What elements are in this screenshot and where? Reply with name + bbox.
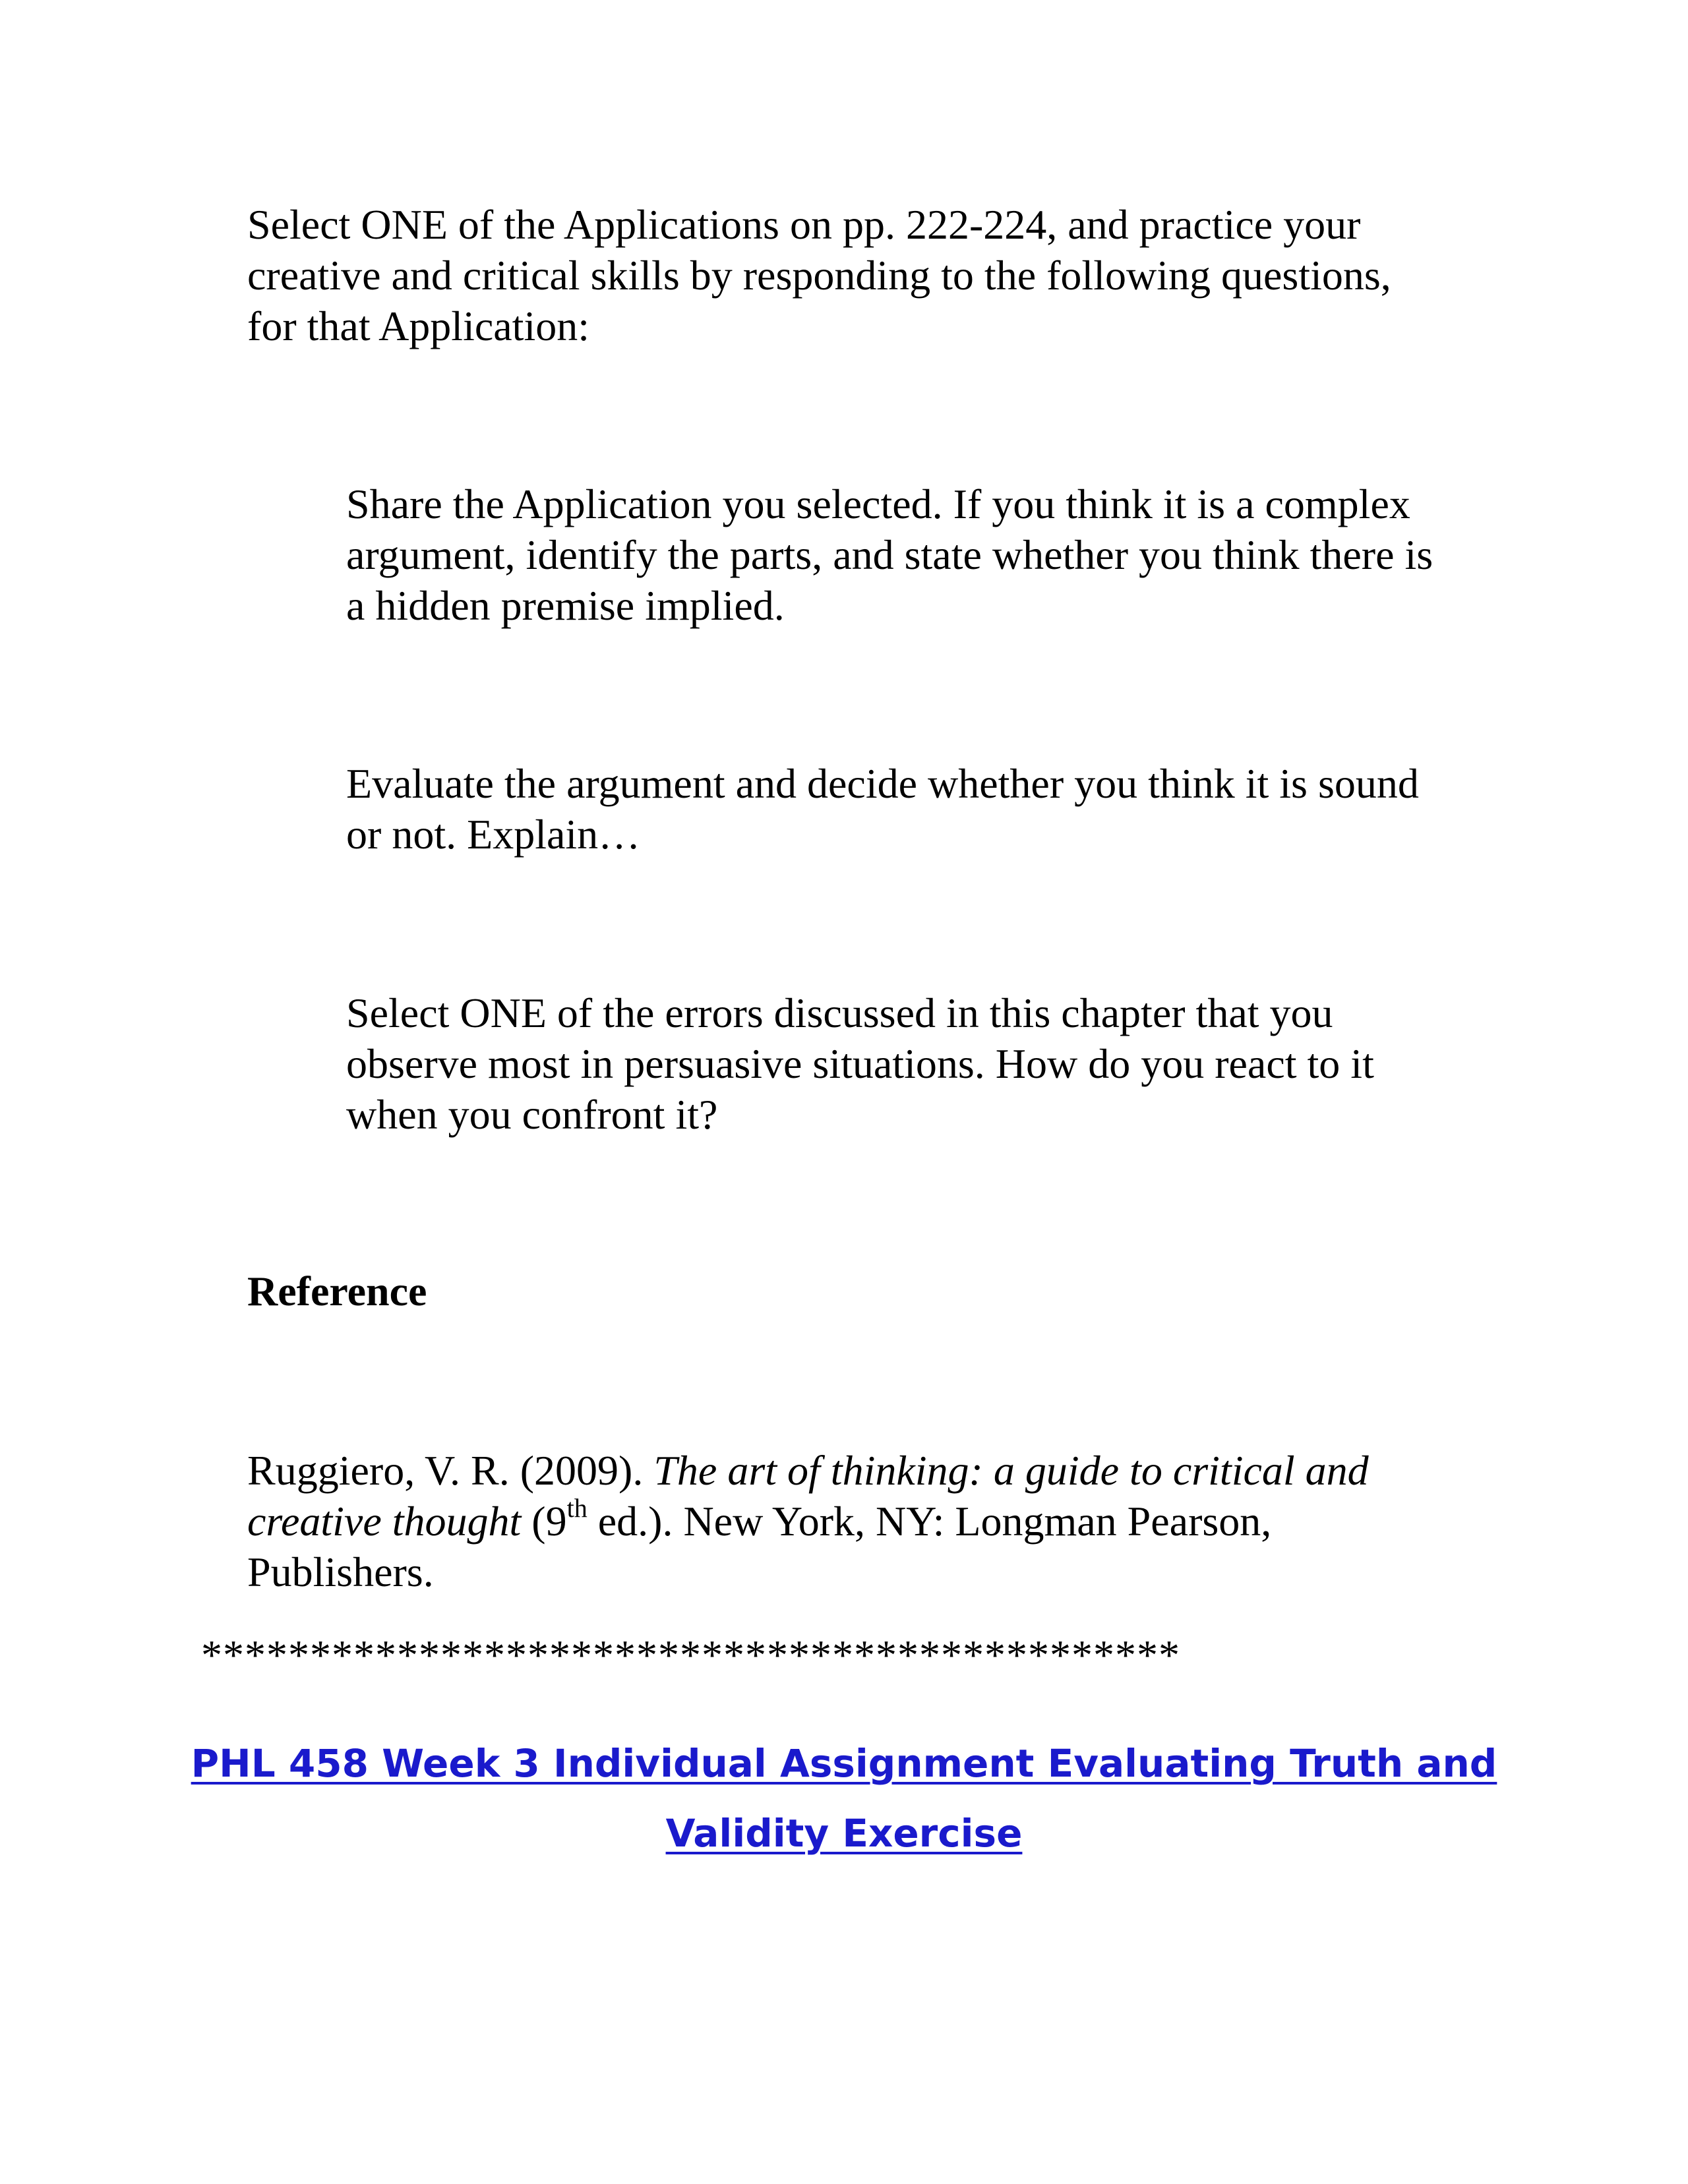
question-1-line-1: Share the Application you selected. If you think it is a complex — [346, 481, 1410, 527]
question-2-line-2: or not. Explain… — [346, 811, 641, 858]
intro-paragraph — [247, 199, 1391, 351]
question-1-line-2: argument, identify the parts, and state whether you think there is — [346, 531, 1433, 578]
question-3 — [346, 988, 1374, 1140]
question-3-line-1: Select ONE of the errors discussed in this chapter that you — [346, 989, 1333, 1036]
reference-heading: Reference — [247, 1268, 427, 1314]
reference-citation — [247, 1445, 1369, 1597]
question-3-line-3: when you confront it? — [346, 1091, 718, 1138]
intro-line-3: for that Application: — [247, 303, 589, 349]
citation-edition-rest: ed.). New York, NY: Longman Pearson, — [587, 1498, 1272, 1545]
assignment-link-line-2: Validity Exercise — [665, 1811, 1023, 1856]
question-2 — [346, 758, 1419, 860]
assignment-link-line-1: PHL 458 Week 3 Individual Assignment Evaluating Truth and — [191, 1741, 1497, 1786]
question-1-line-3: a hidden premise implied. — [346, 582, 785, 629]
citation-author: Ruggiero, V. R. (2009). — [247, 1447, 654, 1494]
separator-stars: ********************************************* — [201, 1632, 1180, 1678]
citation-edition-superscript: th — [566, 1492, 588, 1523]
intro-line-2: creative and critical skills by responding to the following questions, — [247, 252, 1391, 299]
citation-line-1 — [247, 1445, 1369, 1496]
citation-title-part-1: The art of thinking: a guide to critical and — [653, 1447, 1369, 1494]
citation-line-3: Publishers. — [247, 1549, 434, 1595]
citation-line-2 — [247, 1492, 1369, 1547]
citation-edition-open: (9 — [521, 1498, 567, 1545]
assignment-link-block — [185, 1728, 1503, 1868]
intro-line-1: Select ONE of the Applications on pp. 222-224, and practice your — [247, 201, 1361, 248]
citation-title-part-2: creative thought — [247, 1498, 522, 1545]
assignment-link[interactable] — [185, 1728, 1503, 1868]
question-1 — [346, 479, 1433, 631]
question-2-line-1: Evaluate the argument and decide whether you think it is sound — [346, 760, 1419, 807]
question-3-line-2: observe most in persuasive situations. How do you react to it — [346, 1040, 1374, 1087]
